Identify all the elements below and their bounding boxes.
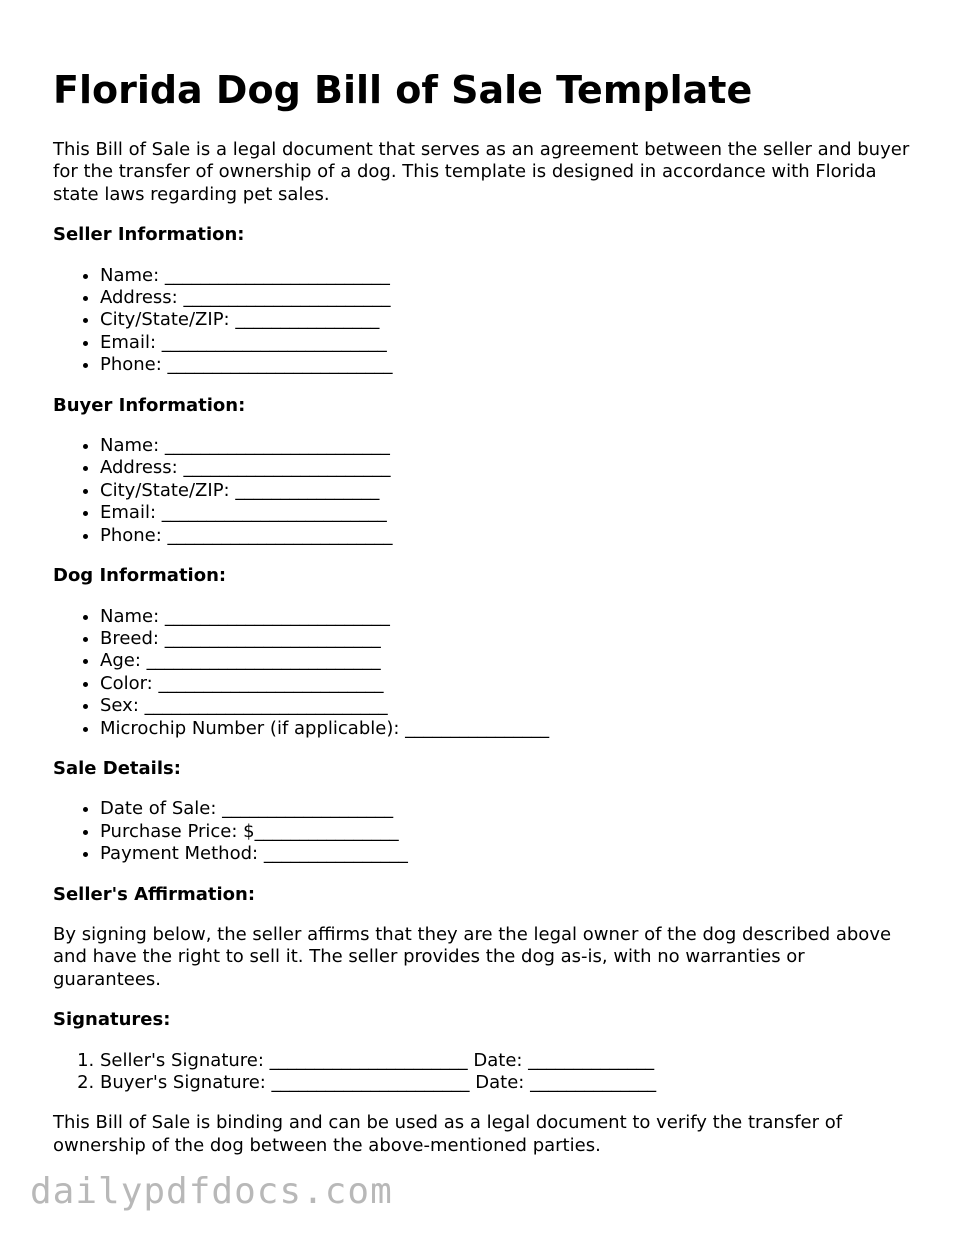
buyer-phone-field: • Phone: _________________________ [100, 525, 913, 547]
seller-list [53, 265, 913, 377]
affirmation-heading: Seller's Affirmation: [53, 883, 256, 905]
dog-breed-field: • Breed: ________________________ [100, 628, 913, 650]
seller-email-field: • Email: _________________________ [100, 332, 913, 354]
buyer-city-state-zip-field: • City/State/ZIP: ________________ [100, 480, 913, 502]
sale-price-field: • Purchase Price: $________________ [100, 821, 913, 843]
dog-age-field: • Age: __________________________ [100, 650, 913, 672]
seller-name-field: • Name: _________________________ [100, 265, 913, 287]
sale-date-field: • Date of Sale: ___________________ [100, 798, 913, 820]
seller-phone-field: • Phone: _________________________ [100, 354, 913, 376]
watermark-text: dailypdfdocs.com [30, 1171, 393, 1212]
document-title: Florida Dog Bill of Sale Template [53, 68, 753, 112]
seller-signature-line: 1. Seller's Signature: ______________________ Date: ______________ [100, 1050, 913, 1072]
seller-heading: Seller Information: [53, 224, 245, 246]
seller-address-field: • Address: _______________________ [100, 287, 913, 309]
buyer-signature-line: 2. Buyer's Signature: ______________________ Date: ______________ [100, 1072, 913, 1094]
dog-heading: Dog Information: [53, 565, 227, 587]
dog-sex-field: • Sex: ___________________________ [100, 695, 913, 717]
buyer-name-field: • Name: _________________________ [100, 435, 913, 457]
sale-list [53, 798, 913, 865]
dog-color-field: • Color: _________________________ [100, 673, 913, 695]
signatures-list [53, 1050, 913, 1095]
dog-microchip-field: • Microchip Number (if applicable): ________________ [100, 718, 913, 740]
dog-name-field: • Name: _________________________ [100, 606, 913, 628]
document-body [53, 139, 913, 1175]
intro-paragraph: This Bill of Sale is a legal document that serves as an agreement between the seller and buyer for the transfer of ownership of a dog. This template is designed in accordance with Florida state laws regarding pet sales. [53, 139, 910, 205]
closing-paragraph: This Bill of Sale is binding and can be used as a legal document to verify the transfer of ownership of the dog between the above-mentioned parties. [53, 1112, 843, 1156]
buyer-email-field: • Email: _________________________ [100, 502, 913, 524]
buyer-address-field: • Address: _______________________ [100, 457, 913, 479]
sale-payment-method-field: • Payment Method: ________________ [100, 843, 913, 865]
affirmation-paragraph: By signing below, the seller affirms that they are the legal owner of the dog described above and have the right to sell it. The seller provides the dog as-is, with no warranties or guarantees. [53, 923, 892, 990]
buyer-heading: Buyer Information: [53, 394, 246, 416]
buyer-list [53, 435, 913, 547]
sale-heading: Sale Details: [53, 757, 181, 779]
seller-city-state-zip-field: • City/State/ZIP: ________________ [100, 309, 913, 331]
dog-list [53, 606, 913, 740]
signatures-heading: Signatures: [53, 1009, 171, 1031]
